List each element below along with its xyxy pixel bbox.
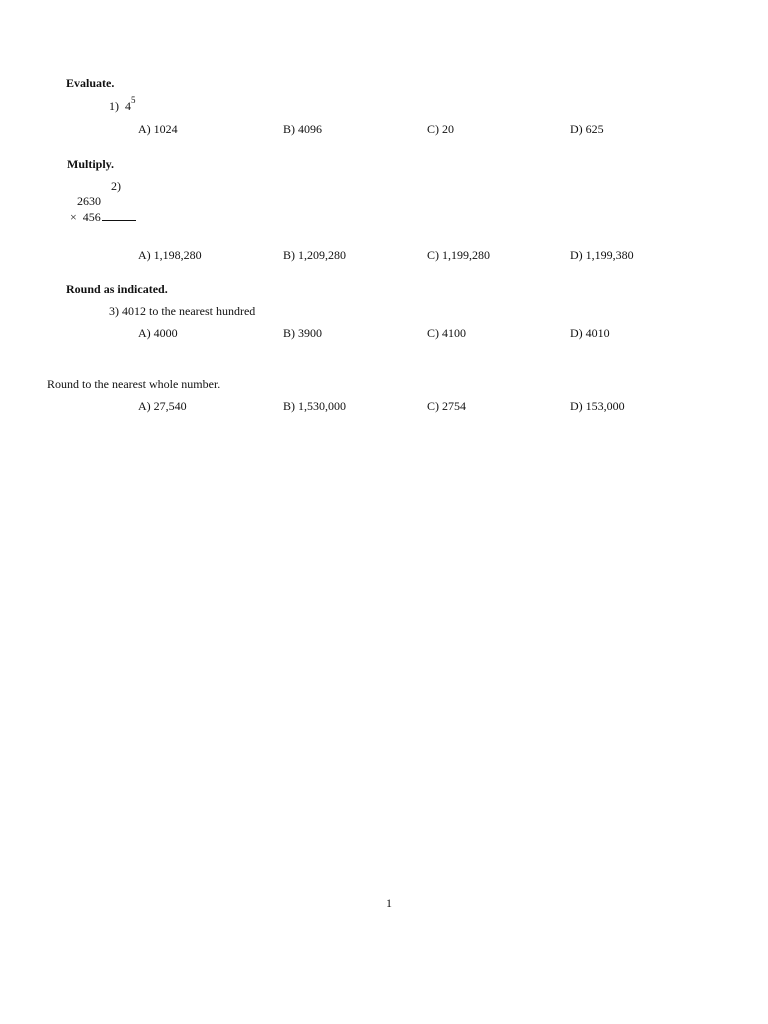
q1-choice-c: C) 20: [427, 122, 454, 136]
q4-choice-c: C) 2754: [427, 399, 466, 413]
q1-choice-b: B) 4096: [283, 122, 322, 136]
q2-choice-a: A) 1,198,280: [138, 248, 202, 262]
q4-choice-b: B) 1,530,000: [283, 399, 346, 413]
q3-choice-a: A) 4000: [138, 326, 178, 340]
question-1-exponent: 5: [131, 95, 136, 105]
question-1: [109, 95, 136, 114]
q3-choice-b: B) 3900: [283, 326, 322, 340]
q1-choice-a: A) 1024: [138, 122, 178, 136]
q4-choice-d: D) 153,000: [570, 399, 625, 413]
q2-choice-d: D) 1,199,380: [570, 248, 634, 262]
q2-choice-c: C) 1,199,280: [427, 248, 490, 262]
multiplier-row: [70, 210, 136, 225]
question-1-number: 1): [109, 99, 119, 113]
question-1-base: 4: [125, 99, 131, 113]
multiplier: 456: [82, 210, 101, 224]
multiplication-rule-line: [102, 212, 136, 221]
q3-choice-d: D) 4010: [570, 326, 610, 340]
multiplicand: 2630: [77, 194, 101, 208]
q3-choice-c: C) 4100: [427, 326, 466, 340]
section-heading-round: Round as indicated.: [66, 282, 168, 296]
q4-choice-a: A) 27,540: [138, 399, 187, 413]
question-3-prompt: 3) 4012 to the nearest hundred: [109, 304, 256, 318]
q2-choice-b: B) 1,209,280: [283, 248, 346, 262]
times-sign: ×: [70, 210, 77, 224]
section-heading-evaluate: Evaluate.: [66, 76, 115, 90]
section-heading-round-whole: Round to the nearest whole number.: [47, 377, 221, 391]
q1-choice-d: D) 625: [570, 122, 604, 136]
page-number: 1: [386, 896, 392, 910]
question-2-number: 2): [111, 179, 121, 193]
section-heading-multiply: Multiply.: [67, 157, 115, 171]
